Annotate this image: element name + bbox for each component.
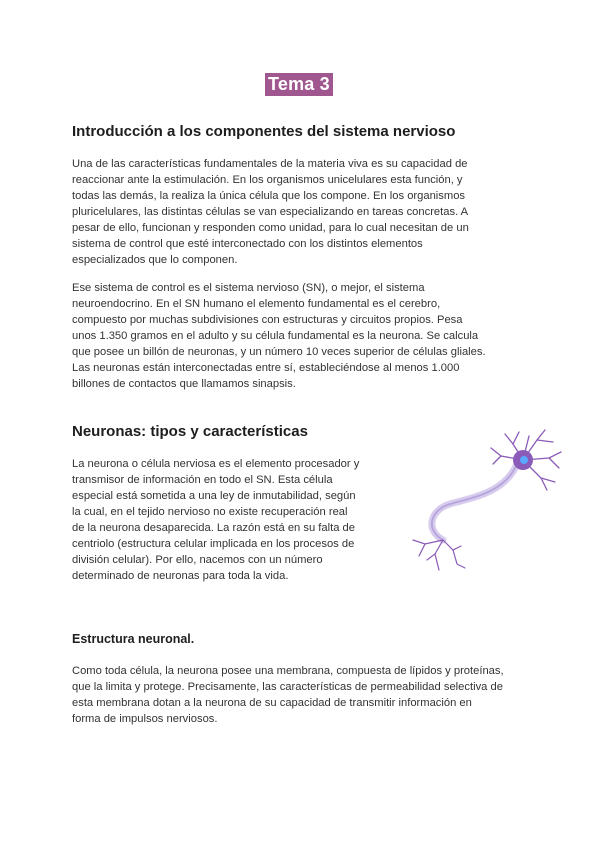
- text-line: centriolo (estructura celular implicada en los procesos de: [72, 538, 355, 550]
- text-line: Ese sistema de control es el sistema nervioso (SN), o mejor, el sistema: [72, 282, 425, 294]
- text-line: neuroendocrino. En el SN humano el elemento fundamental es el cerebro,: [72, 298, 441, 310]
- axon-core: [432, 464, 517, 540]
- text-line: la cual, en el tejido nervioso no existe recuperación real: [72, 506, 348, 518]
- text-line: especial está sometida a una ley de inmutabilidad, según: [72, 490, 356, 502]
- text-line: Como toda célula, la neurona posee una membrana, compuesta de lípidos y proteínas,: [72, 665, 504, 677]
- text-line: transmisor de información en todo el SN. Esta célula: [72, 474, 333, 486]
- estructura-paragraph: [72, 663, 504, 727]
- section-heading-intro: Introducción a los componentes del sistema nervioso: [72, 123, 456, 140]
- text-line: de la neurona desaparecida. La razón está en su falta de: [72, 522, 355, 534]
- text-line: todas las demás, la realiza la única célula que los compone. En los organismos: [72, 190, 466, 202]
- text-line: que la limita y protege. Precisamente, las características de permeabilidad selectiva de: [72, 681, 503, 693]
- text-line: división celular). Por ello, nacemos con un número: [72, 554, 323, 566]
- axon-myelin: [432, 464, 517, 540]
- neuronas-paragraph: [72, 456, 359, 584]
- intro-paragraph-1: [72, 156, 469, 268]
- text-line: compuesto por muchas subdivisiones con estructuras y circuitos propios. Pesa: [72, 314, 463, 326]
- text-line: reaccionar ante la estimulación. En los organismos unicelulares esta función, y: [72, 174, 463, 186]
- text-line: La neurona o célula nerviosa es el elemento procesador y: [72, 458, 360, 470]
- text-line: Las neuronas están interconectadas entre sí, estableciéndose al menos 1.000: [72, 362, 460, 374]
- text-line: unos 1.350 gramos en el adulto y su célula fundamental es la neurona. Se calcula: [72, 330, 479, 342]
- axon-terminals: [413, 540, 465, 570]
- text-line: determinado de neuronas para toda la vida.: [72, 570, 289, 582]
- page-title: Tema 3: [265, 73, 333, 96]
- text-line: que posee un billón de neuronas, y un número 10 veces superior de células gliales.: [72, 346, 486, 358]
- section-heading-neuronas: Neuronas: tipos y características: [72, 423, 308, 440]
- text-line: billones de contactos que llamamos sinapsis.: [72, 378, 296, 390]
- text-line: esta membrana dotan a la neurona de su capacidad de transmitir información en: [72, 697, 472, 709]
- text-line: sistema de control que esté interconectado con los distintos elementos: [72, 238, 423, 250]
- text-line: especializados que lo componen.: [72, 254, 238, 266]
- text-line: pesar de ello, funcionan y responden como unidad, para lo cual necesitan de un: [72, 222, 469, 234]
- neuron-illustration: [405, 422, 565, 582]
- text-line: Una de las características fundamentales de la materia viva es su capacidad de: [72, 158, 468, 170]
- text-line: forma de impulsos nerviosos.: [72, 713, 218, 725]
- intro-paragraph-2: [72, 280, 486, 392]
- section-heading-estructura: Estructura neuronal.: [72, 632, 195, 646]
- nucleus: [520, 456, 528, 464]
- text-line: pluricelulares, las distintas células se van especializando en tareas concretas. A: [72, 206, 469, 218]
